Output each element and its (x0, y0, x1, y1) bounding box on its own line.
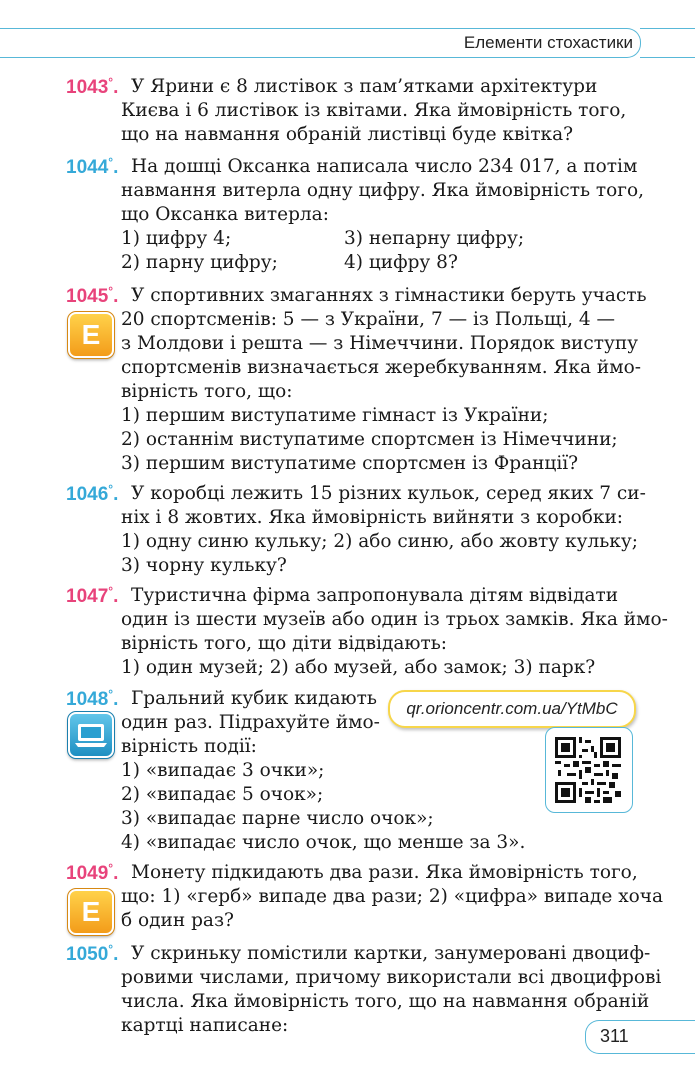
problem-number: 1046°. (66, 482, 119, 505)
problem-text-line: що: 1) «герб» випаде два рази; 2) «цифра» випаде хоча (121, 886, 664, 907)
problem-text-line: ніх і 8 жовтих. Яка ймовірність вийняти з коробки: (121, 507, 624, 528)
problem-text-line: У скриньку помістили картки, занумеровані двоциф- (131, 943, 651, 964)
problem-text-line: вірність того, що діти відвідають: (121, 633, 448, 654)
option-item: 2) «випадає 5 очок»; (121, 784, 324, 805)
problem-text-line: що Оксанка витерла: (121, 204, 329, 225)
option-item: 4) «випадає число очок, що менше за 3». (121, 832, 526, 853)
running-header (0, 28, 695, 58)
problem-text-line: спортсменів визначається жеребкуванням. Яка ймо- (121, 357, 641, 378)
problem-number: 1047°. (66, 584, 119, 607)
option-item: 1) цифру 4; (121, 228, 232, 249)
problem-text-line: один із шести музеїв або один із трьох замків. Яка ймо- (121, 609, 668, 630)
problem-text-line: 20 спортсменів: 5 — з України, 7 — із Польщі, 4 — (121, 309, 615, 330)
badge-e-icon: E (68, 889, 114, 935)
problem-text-line: з Молдови і решта — з Німеччини. Порядок виступу (121, 333, 639, 354)
option-item: 1) першим виступатиме гімнаст із України; (121, 405, 549, 426)
option-item: 3) непарну цифру; (344, 228, 525, 249)
problem-text-line: б один раз? (121, 910, 234, 931)
option-item: 3) чорну кульку? (121, 555, 287, 576)
problem-text-line: Монету підкидають два рази. Яка ймовірність того, (131, 862, 638, 883)
problem-number: 1044°. (66, 155, 119, 178)
problem-text-line: вірність того, що: (121, 381, 293, 402)
problem-text-line: У Ярини є 8 листівок з пам’ятками архітектури (131, 76, 598, 97)
problem-text-line: Туристична фірма запропонувала дітям відвідати (131, 585, 619, 606)
option-item: 4) цифру 8? (344, 252, 458, 273)
page-number: 311 (600, 1026, 629, 1046)
problem-number: 1043°. (66, 75, 119, 98)
problem-number: 1045°. (66, 284, 119, 307)
problem-text-line: картці написане: (121, 1015, 289, 1036)
problem-text-line: У коробці лежить 15 різних кульок, серед яких 7 си- (131, 483, 646, 504)
problem-text-line: вірність події: (121, 736, 257, 757)
problem-number: 1050°. (66, 942, 119, 965)
option-item: 2) останнім виступатиме спортсмен із Німеччини; (121, 429, 618, 450)
computer-icon (68, 712, 114, 758)
badge-e-icon: E (68, 312, 114, 358)
option-item: 1) «випадає 3 очки»; (121, 760, 325, 781)
problem-text-line: Києва і 6 листівок із квітами. Яка ймовірність того, (121, 100, 627, 121)
qr-link[interactable]: qr.orioncentr.com.ua/YtMbC (388, 690, 636, 728)
problem-text-line: У спортивних змаганнях з гімнастики беруть участь (131, 285, 647, 306)
qr-code-icon[interactable] (545, 727, 633, 813)
header-title: Елементи стохастики (463, 33, 633, 52)
header-frame-edge (640, 28, 695, 58)
option-item: 3) «випадає парне число очок»; (121, 808, 434, 829)
problem-text-line: числа. Яка ймовірність того, що на навмання обраній (121, 991, 650, 1012)
option-item: 2) парну цифру; (121, 252, 278, 273)
problem-number: 1049°. (66, 861, 119, 884)
option-item: 3) першим виступатиме спортсмен із Франції? (121, 453, 579, 474)
option-item: 1) одну синю кульку; 2) або синю, або жовту кульку; (121, 531, 638, 552)
option-item: 1) один музей; 2) або музей, або замок; 3) парк? (121, 657, 596, 678)
problem-number: 1048°. (66, 687, 119, 710)
problem-text-line: ровими числами, причому використали всі двоцифрові (121, 967, 662, 988)
problem-text-line: що на навмання обраній листівці буде квітка? (121, 124, 574, 145)
problem-text-line: один раз. Підрахуйте ймо- (121, 712, 380, 733)
problem-text-line: Гральний кубик кидають (131, 688, 377, 709)
problem-text-line: навмання витерла одну цифру. Яка ймовірність того, (121, 180, 644, 201)
problem-text-line: На дошці Оксанка написала число 234 017, а потім (131, 156, 638, 177)
